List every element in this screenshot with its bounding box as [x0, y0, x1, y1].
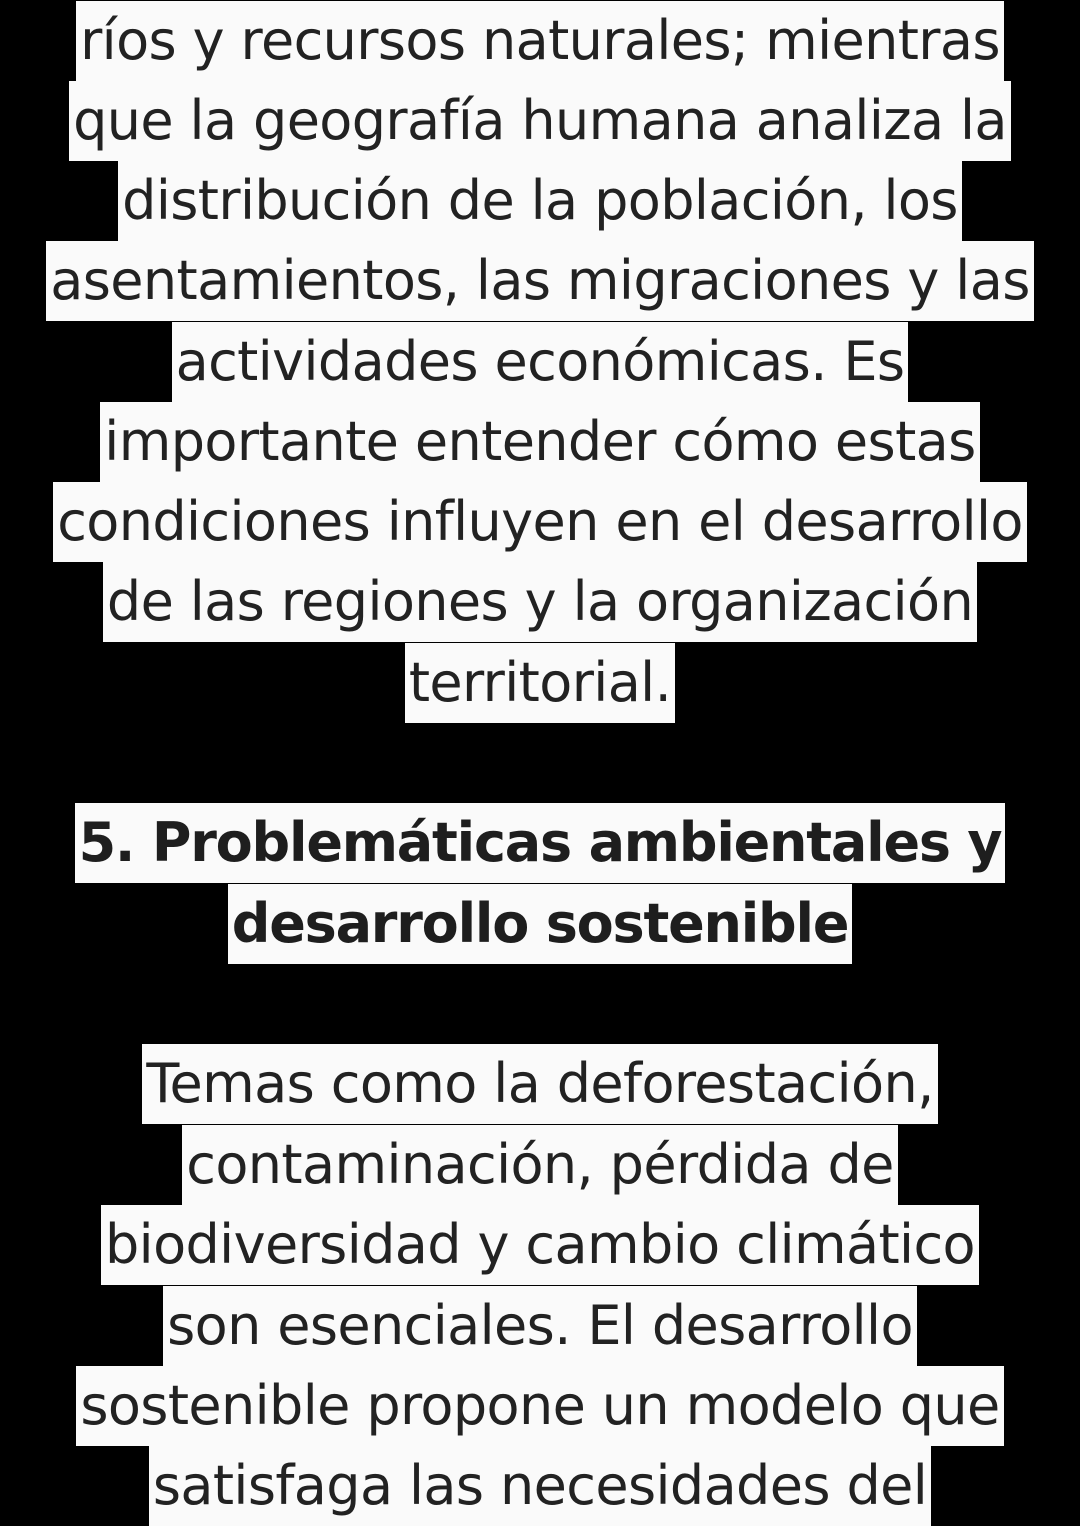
highlighted-text: biodiversidad y cambio climático: [101, 1205, 979, 1285]
highlighted-text: ríos y recursos naturales; mientras: [76, 1, 1004, 81]
text-line: [0, 643, 1080, 723]
highlighted-text: de las regiones y la organización: [103, 562, 977, 642]
text-line: [0, 1, 1080, 81]
highlighted-text: sostenible propone un modelo que: [76, 1366, 1003, 1446]
highlighted-text: satisfaga las necesidades del: [149, 1446, 931, 1526]
text-line: [0, 1125, 1080, 1205]
text-line: [0, 482, 1080, 562]
highlighted-text: importante entender cómo estas: [100, 402, 979, 482]
highlighted-text: actividades económicas. Es: [172, 322, 909, 402]
text-line: [0, 322, 1080, 402]
text-line: [0, 1366, 1080, 1446]
heading-line: [0, 803, 1080, 883]
highlighted-text: que la geografía humana analiza la: [69, 81, 1011, 161]
highlighted-text: condiciones influyen en el desarrollo: [53, 482, 1027, 562]
highlighted-text: territorial.: [405, 643, 675, 723]
text-line: [0, 1044, 1080, 1124]
highlighted-text: Temas como la deforestación,: [142, 1044, 937, 1124]
text-line: [0, 1446, 1080, 1526]
highlighted-heading-text: desarrollo sostenible: [228, 884, 853, 964]
highlighted-text: distribución de la población, los: [118, 161, 962, 241]
text-line: [0, 1205, 1080, 1285]
highlighted-text: contaminación, pérdida de: [182, 1125, 898, 1205]
highlighted-text: son esenciales. El desarrollo: [163, 1286, 917, 1366]
text-line: [0, 161, 1080, 241]
text-line: [0, 241, 1080, 321]
heading-line: [0, 884, 1080, 964]
highlighted-text: asentamientos, las migraciones y las: [46, 241, 1033, 321]
text-line: [0, 562, 1080, 642]
text-line: [0, 402, 1080, 482]
highlighted-heading-text: 5. Problemáticas ambientales y: [75, 803, 1006, 883]
text-line: [0, 1286, 1080, 1366]
text-line: [0, 81, 1080, 161]
